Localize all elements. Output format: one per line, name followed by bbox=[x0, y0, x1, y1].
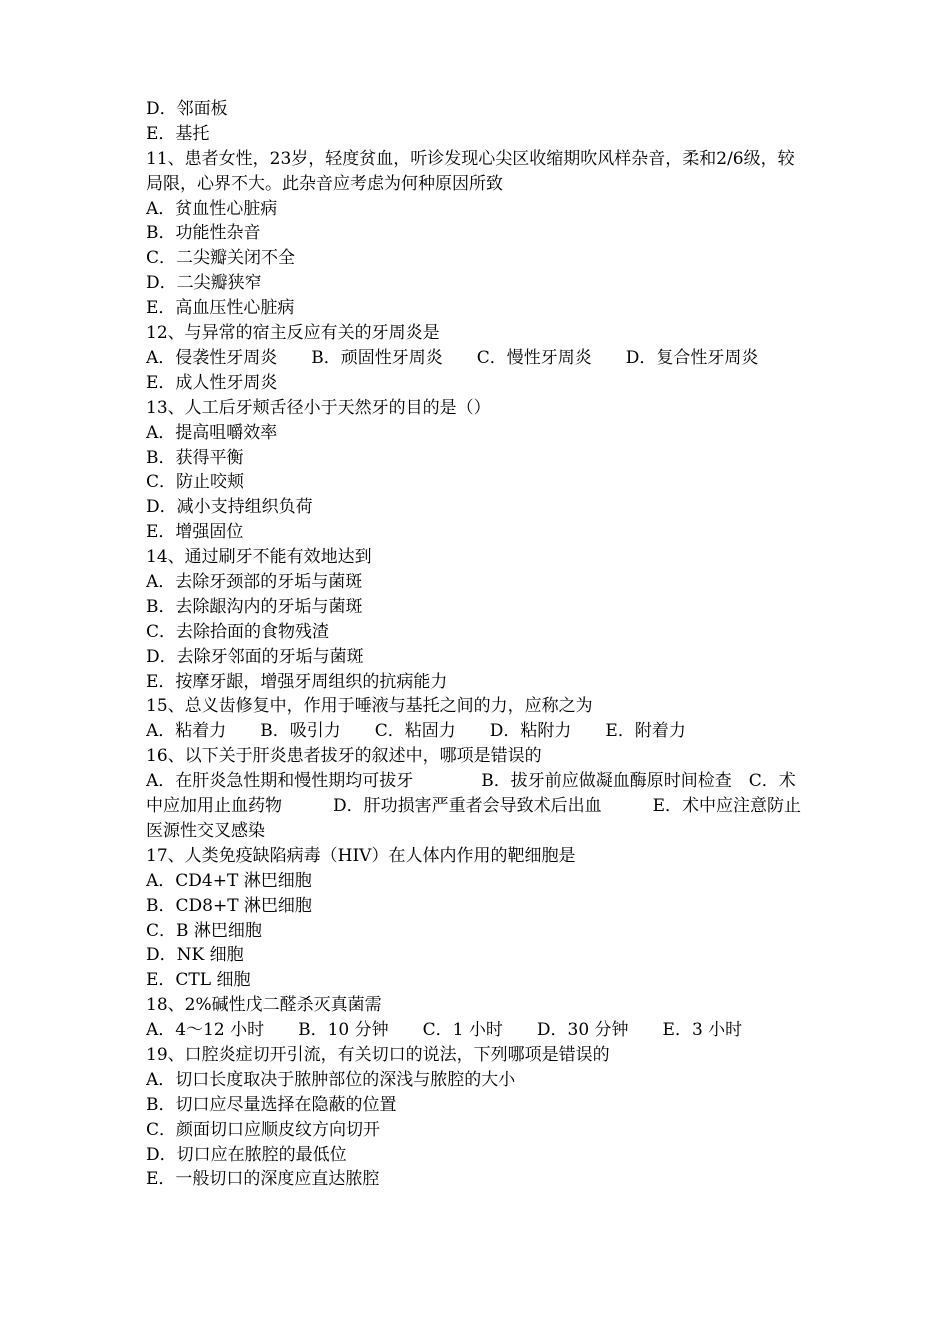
option-line: E．按摩牙龈，增强牙周组织的抗病能力 bbox=[146, 671, 448, 692]
question-line: 11、患者女性，23岁，轻度贫血，听诊发现心尖区收缩期吹风样杂音，柔和2/6级，较局限，心界不大。此杂音应考虑为何种原因所致 bbox=[146, 148, 795, 194]
option-line: C．颜面切口应顺皮纹方向切开 bbox=[146, 1119, 381, 1140]
option-line: D．邻面板 bbox=[146, 99, 228, 119]
option-line: D．去除牙邻面的牙垢与菌斑 bbox=[146, 646, 364, 667]
option-line: B．功能性杂音 bbox=[146, 223, 261, 244]
question-line: 17、人类免疫缺陷病毒（HIV）在人体内作用的靶细胞是 bbox=[146, 845, 576, 866]
options-inline-line: A．4～12 小时 B．10 分钟 C．1 小时 D．30 分钟 E．3 小时 bbox=[146, 1020, 743, 1041]
options-inline-line: A．在肝炎急性期和慢性期均可拔牙 B．拔牙前应做凝血酶原时间检查 C．术中应加用止血药物 D．肝功损害严重者会导致术后出血 E．术中应注意防止医源性交叉感染 bbox=[146, 771, 802, 841]
option-line: E．一般切口的深度应直达脓腔 bbox=[146, 1169, 380, 1190]
option-line: C．B 淋巴细胞 bbox=[146, 920, 262, 941]
option-line: E．增强固位 bbox=[146, 522, 244, 543]
question-line: 16、以下关于肝炎患者拔牙的叙述中，哪项是错误的 bbox=[146, 746, 542, 767]
question-line: 15、总义齿修复中，作用于唾液与基托之间的力，应称之为 bbox=[146, 696, 593, 717]
question-line: 18、2%碱性戊二醛杀灭真菌需 bbox=[146, 995, 382, 1016]
option-line: A．去除牙颈部的牙垢与菌斑 bbox=[146, 571, 363, 592]
question-line: 19、口腔炎症切开引流，有关切口的说法，下列哪项是错误的 bbox=[146, 1044, 610, 1065]
question-line: 12、与异常的宿主反应有关的牙周炎是 bbox=[146, 323, 440, 344]
option-line: B．CD8+T 淋巴细胞 bbox=[146, 895, 312, 916]
option-line: D．二尖瓣狭窄 bbox=[146, 273, 262, 294]
option-line: B．切口应尽量选择在隐蔽的位置 bbox=[146, 1094, 397, 1115]
option-line: E．高血压性心脏病 bbox=[146, 298, 295, 319]
document-page bbox=[146, 97, 810, 1192]
option-line: C．二尖瓣关闭不全 bbox=[146, 248, 296, 269]
option-line: D．切口应在脓腔的最低位 bbox=[146, 1144, 347, 1165]
option-line: D．减小支持组织负荷 bbox=[146, 497, 313, 518]
option-line: A．提高咀嚼效率 bbox=[146, 422, 278, 443]
option-line: C．去除拾面的食物残渣 bbox=[146, 621, 330, 642]
option-line: A．贫血性心脏病 bbox=[146, 198, 278, 219]
question-line: 13、人工后牙颊舌径小于天然牙的目的是（） bbox=[146, 397, 491, 418]
option-line: A．切口长度取决于脓肿部位的深浅与脓腔的大小 bbox=[146, 1069, 516, 1090]
option-line: B．获得平衡 bbox=[146, 447, 244, 468]
option-line: B．去除龈沟内的牙垢与菌斑 bbox=[146, 596, 363, 617]
option-line: C．防止咬颊 bbox=[146, 472, 245, 493]
option-line: E．基托 bbox=[146, 123, 210, 144]
question-line: 14、通过刷牙不能有效地达到 bbox=[146, 547, 372, 568]
option-line: E．CTL 细胞 bbox=[146, 970, 251, 991]
options-inline-line: A．粘着力 B．吸引力 C．粘固力 D．粘附力 E．附着力 bbox=[146, 721, 686, 742]
options-inline-line: A．侵袭性牙周炎 B．顽固性牙周炎 C．慢性牙周炎 D．复合性牙周炎 E．成人性牙周炎 bbox=[146, 347, 793, 393]
option-line: D．NK 细胞 bbox=[146, 945, 244, 966]
option-line: A．CD4+T 淋巴细胞 bbox=[146, 870, 312, 891]
